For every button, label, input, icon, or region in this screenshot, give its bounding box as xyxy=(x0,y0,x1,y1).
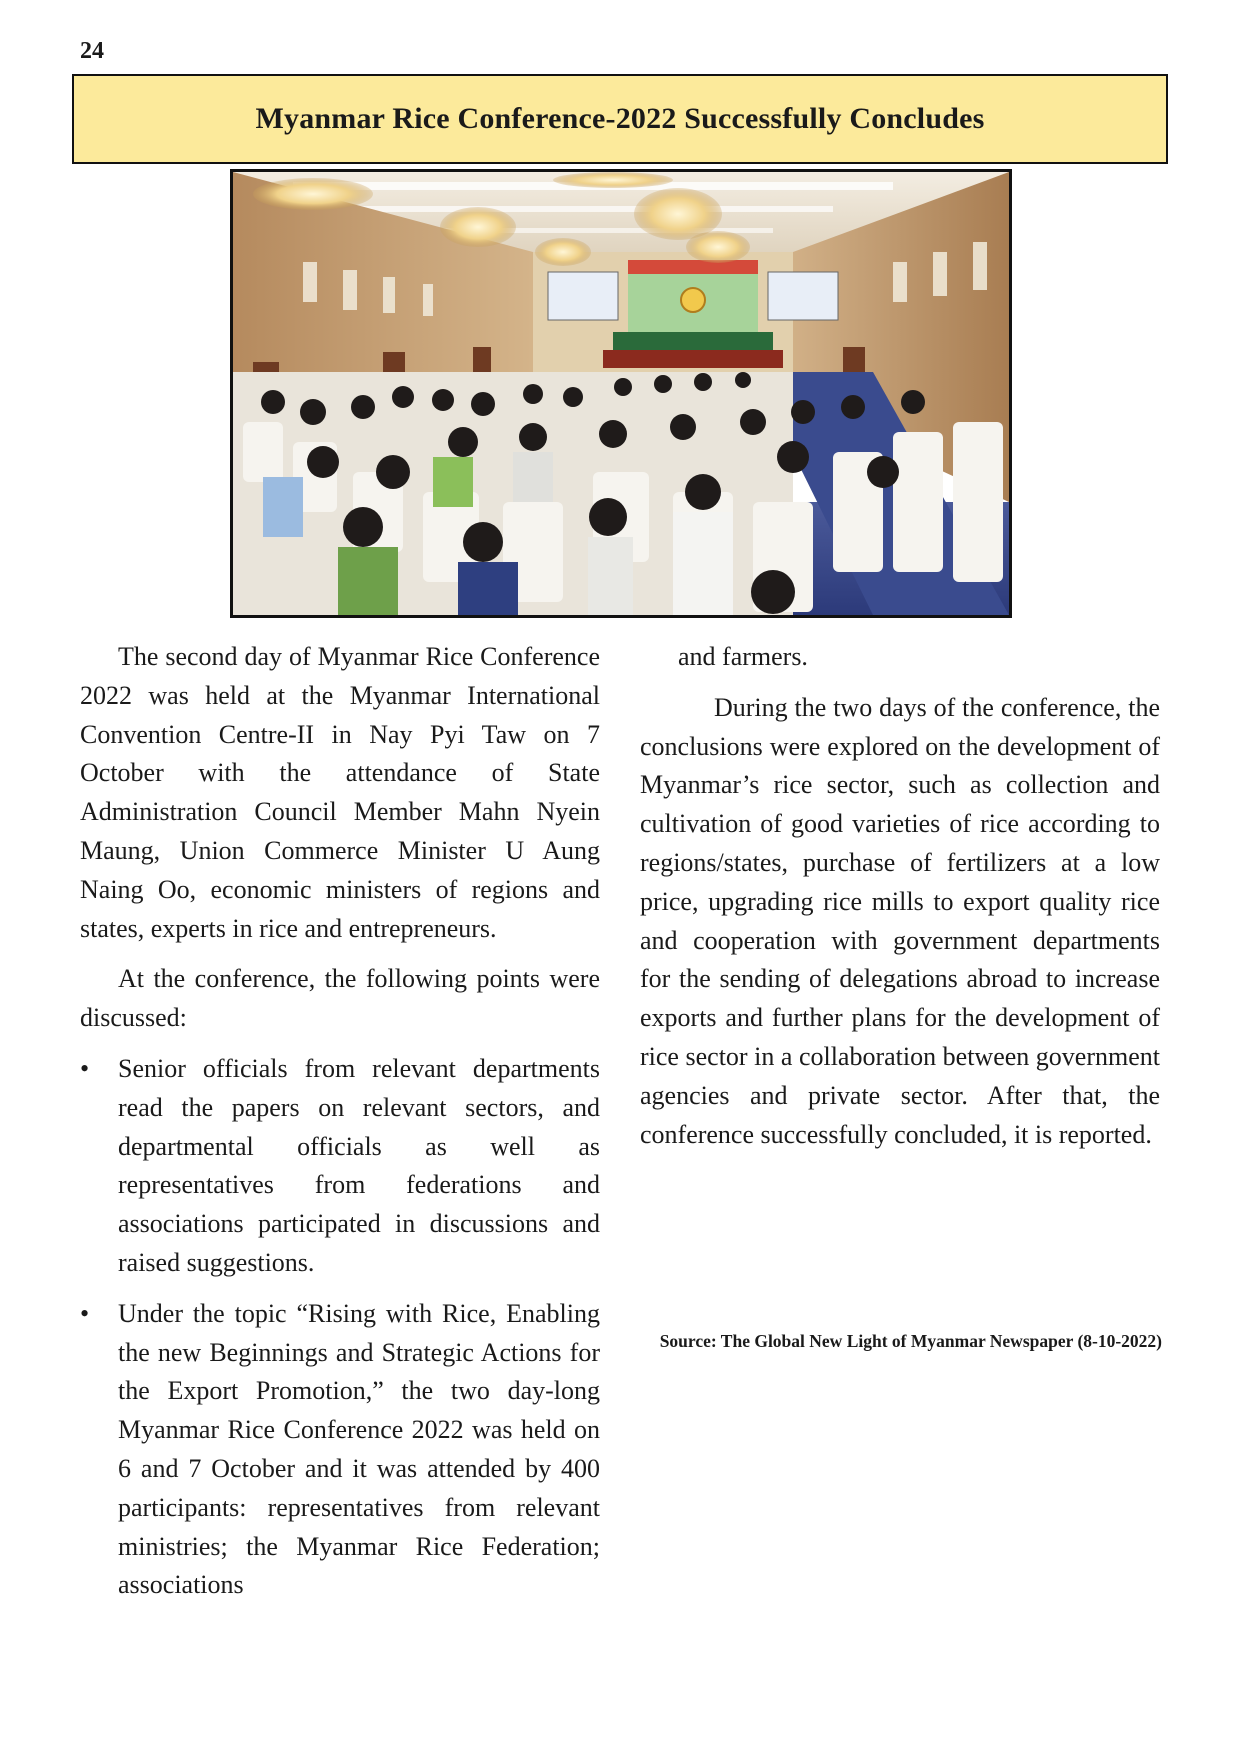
bullet-icon: • xyxy=(80,1298,90,1328)
list-item-text: Senior officials from relevant departments read the papers on relevant sectors, and departmental officials as well as representatives from federations and associations participated in discussions and raised suggestions. xyxy=(118,1053,600,1277)
right-column xyxy=(640,638,1160,1166)
title-banner xyxy=(72,74,1168,164)
discussion-points-list xyxy=(80,1050,600,1605)
page-title: Myanmar Rice Conference-2022 Successfully Concludes xyxy=(255,102,985,135)
list-item-text: Under the topic “Rising with Rice, Enabling the new Beginnings and Strategic Actions for the Export Promotion,” the two day-long Myanmar Rice Conference 2022 was held on 6 and 7 October and it was attended by 400 participants: representatives from relevant ministries; the Myanmar Rice Federation; associations xyxy=(118,1298,600,1600)
article-paragraph: The second day of Myanmar Rice Conference 2022 was held at the Myanmar International Convention Centre-II in Nay Pyi Taw on 7 October with the attendance of State Administration Council Member Mahn Nyein Maung, Union Commerce Minister U Aung Naing Oo, economic ministers of regions and states, experts in rice and entrepreneurs. xyxy=(80,642,600,943)
article-paragraph: During the two days of the conference, the conclusions were explored on the development of Myanmar’s rice sector, such as collection and cultivation of good varieties of rice according to regions/states, purchase of fertilizers at a low price, upgrading rice mills to export quality rice and cooperation with government departments for the sending of delegations abroad to increase exports and further plans for the development of rice sector in a collaboration between government agencies and private sector. After that, the conference successfully concluded, it is reported. xyxy=(640,692,1160,1149)
left-column xyxy=(80,638,600,1617)
list-item xyxy=(80,1295,600,1605)
conference-hall-image xyxy=(233,172,1009,615)
conference-photo xyxy=(230,169,1012,618)
bullet-icon: • xyxy=(80,1053,90,1083)
list-item xyxy=(80,1050,600,1283)
source-citation: Source: The Global New Light of Myanmar Newspaper (8-10-2022) xyxy=(659,1331,1162,1351)
page-number: 24 xyxy=(80,38,104,64)
article-paragraph: At the conference, the following points were discussed: xyxy=(80,964,600,1033)
bullet-continuation: and farmers. xyxy=(678,642,808,671)
